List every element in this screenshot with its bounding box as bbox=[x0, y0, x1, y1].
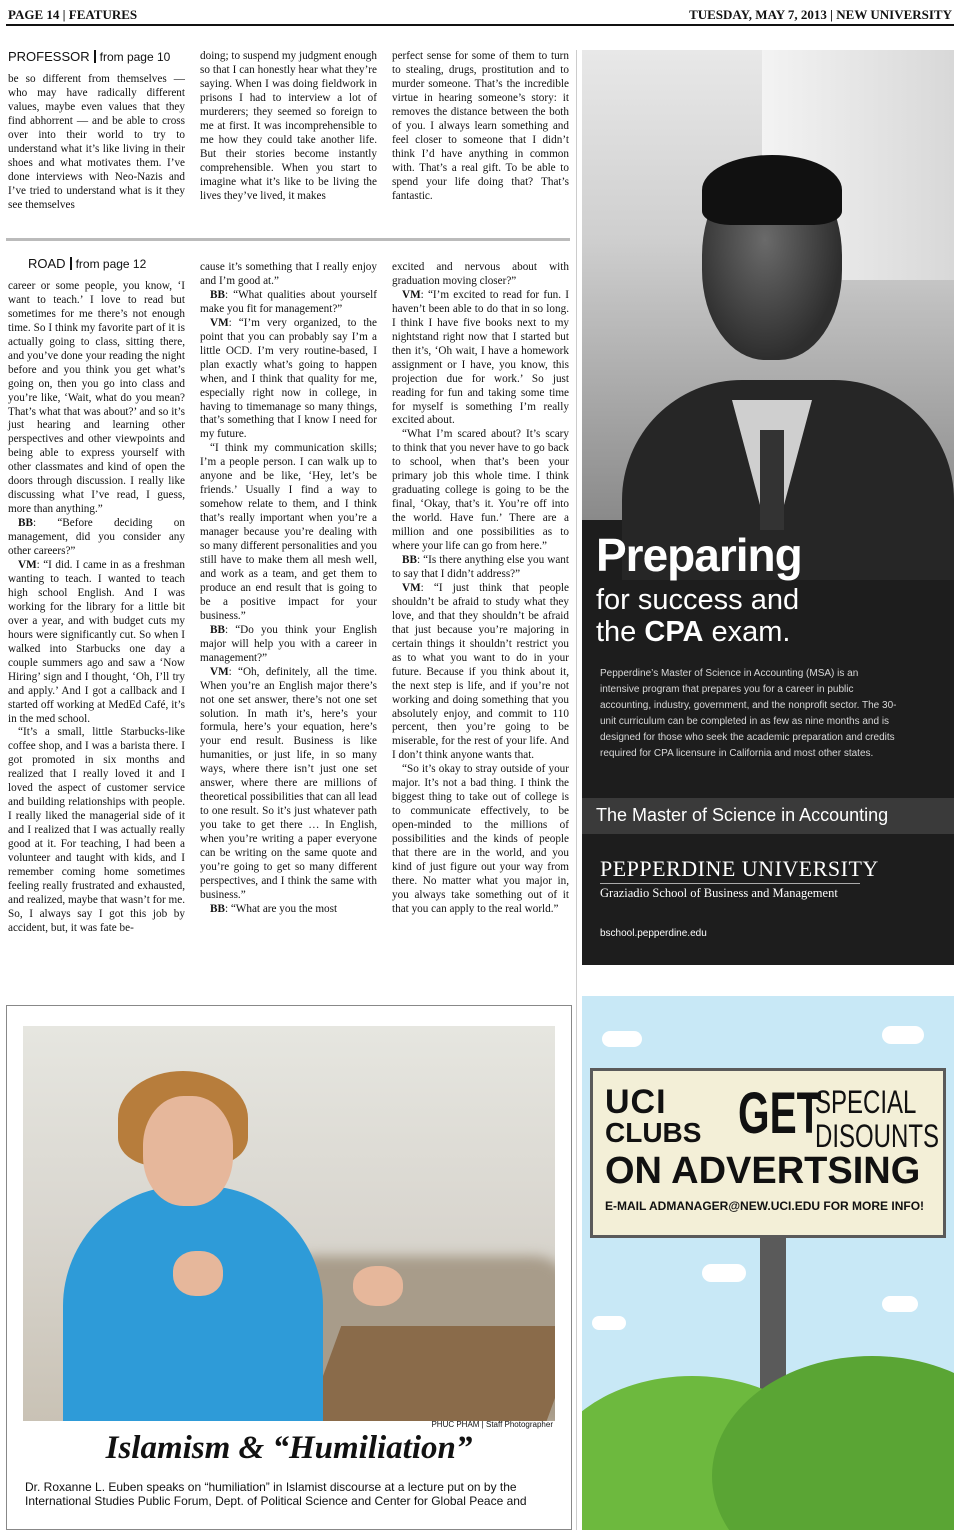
paragraph-text: career or some people, you know, ‘I want to teach.’ I love to read but sometimes for me there’s not enough time. So I think my favorite part of it is actually going to class, sitting there, and you’ve done your reading the night before and you think you get what’s going on, then you go into class and you’re like, ‘Wait, what do you mean? That’s what that was about?’ and so it’s just hearing and learning other perspectives and other viewpoints and being able to express yourself with other classmates and kind of open the doors through discussion. I really like discussing what I’ve read, I guess, more than anything.” bbox=[8, 279, 185, 516]
paragraph-text: : “I’m very organized, to the point that you can probably say I’m a little OCD. I’m very routine-based, I plan exactly what’s going to happen when, and I think that quality for me, especially right now in college, in having to timemanage so many things, that’s something that I know I need for my future. bbox=[200, 316, 377, 441]
cloud-icon bbox=[882, 1026, 924, 1044]
speaker-initials: VM bbox=[210, 316, 229, 329]
interview-paragraph bbox=[392, 554, 569, 582]
jump-from: from page 12 bbox=[75, 257, 147, 271]
interview-paragraph bbox=[200, 666, 377, 903]
paragraph-text: excited and nervous about with graduation moving closer?” bbox=[392, 261, 569, 287]
interview-paragraph bbox=[200, 317, 377, 443]
jump-title: PROFESSOR bbox=[8, 49, 90, 64]
interview-paragraph bbox=[392, 261, 569, 289]
ad-get-text: GET bbox=[738, 1081, 822, 1146]
ad-description: Pepperdine’s Master of Science in Accounting (MSA) is an intensive program that prepares you for a career in public accounting, industry, government, and the nonprofit sector. The 30-unit curriculum can be completed in as few as nine months and is designed for those who seek the academic preparation and credits required for CPA licensure in California and most other states. bbox=[600, 668, 897, 759]
photo-story bbox=[6, 1005, 572, 1530]
speaker-initials: VM bbox=[402, 288, 421, 301]
interview-paragraph bbox=[8, 517, 185, 559]
ad-divider bbox=[600, 883, 860, 884]
ad-school-name: Graziadio School of Business and Management bbox=[600, 886, 838, 900]
cloud-icon bbox=[592, 1316, 626, 1330]
paragraph-text: : “I’m excited to read for fun. I haven’t been able to do that in so long. I think I have five books next to my nightstand right now that I started but then it’s, ‘Oh wait, I have a homework assignment or I have, you know, this projection due for work.’ So just reading for fun and taking some time for myself is something I’m really excited about. bbox=[392, 288, 569, 427]
paragraph-text: : “What qualities about yourself make you fit for management?” bbox=[200, 288, 377, 315]
page-header bbox=[6, 4, 954, 24]
cloud-icon bbox=[882, 1296, 918, 1312]
road-column-2 bbox=[200, 261, 377, 917]
pepperdine-ad[interactable] bbox=[582, 50, 954, 965]
cloud-icon bbox=[702, 1264, 746, 1282]
paragraph-text: : “I did. I came in as a freshman wanting to teach. I wanted to teach high school English. And I was working for the library for a little bit over a year, and with budget cuts my hours were significantly cut. So when I walked into Starbucks one day a couple summers ago and saw a ‘Now Hiring’ sign and I thought, ‘Oh, I’ll try and apply.’ And I got a callback and I started off working at MedEd Café, it’s in the med school. bbox=[8, 559, 185, 725]
photo-caption: Dr. Roxanne L. Euben speaks on “humiliation” in Islamist discourse at a lecture put on by the International Studies Public Forum, Dept. of Political Science and Center for Global Peace and bbox=[25, 1480, 527, 1508]
ad-subheadline-line2 bbox=[596, 616, 799, 648]
interview-paragraph bbox=[200, 289, 377, 317]
ad-university-name: PEPPERDINE UNIVERSITY bbox=[600, 856, 879, 881]
story-headline: Islamism & “Humiliation” bbox=[105, 1430, 473, 1466]
header-rule bbox=[6, 24, 954, 26]
paragraph-text: cause it’s something that I really enjoy and I’m good at.” bbox=[200, 261, 377, 287]
ad-special-text bbox=[815, 1085, 939, 1153]
paragraph-text: “What I’m scared about? It’s scary to think that you never have to go back to school, when that’s been your primary job this whole time. I think graduating college is going to be the final, ‘Okay, that’s it. You’re off into the world. Have fun.’ There are a million and one possibilities as to where your life can go from here.” bbox=[392, 428, 569, 553]
issue-date-label: TUESDAY, MAY 7, 2013 | NEW UNIVERSITY bbox=[689, 7, 952, 22]
cloud-icon bbox=[602, 1031, 642, 1047]
ad-special-line: SPECIAL bbox=[815, 1084, 917, 1120]
speaker-initials: BB bbox=[18, 517, 33, 530]
interview-paragraph bbox=[392, 428, 569, 554]
section-divider bbox=[6, 238, 570, 241]
speaker-initials: VM bbox=[210, 665, 229, 678]
interview-paragraph bbox=[8, 280, 185, 517]
column-rule bbox=[576, 50, 577, 1530]
article-paragraph: be so different from themselves — who may have radically different values, maybe even values that they find abhorrent — and be able to cross over into their world to try to understand what it’s like living in their shoes and what motivates them. I’ve done interviews with Neo-Nazis and I’ve tried to understand what is it they see themselves bbox=[8, 72, 185, 211]
ad-uci-text: UCI bbox=[605, 1083, 667, 1121]
road-column-3 bbox=[392, 261, 569, 917]
jump-from: from page 10 bbox=[99, 50, 171, 64]
paragraph-text: “It’s a small, little Starbucks-like coffee shop, and I was a barista there. I got promoted in six months and realized that I really loved it and I loved the aspect of customer service and building relationships with people. I really liked the managerial side of it and I realized that I was actually really good at it. For teaching, I had been a volunteer and taught with kids, and I remember coming home sometimes feeling really frustrated and exhausted, and realized, maybe that wasn’t for me. So, I always say I got this job by accident, but, it was fate be- bbox=[8, 726, 185, 934]
paragraph-text: : “I just think that people shouldn’t be afraid to study what they love, and that they shouldn’t be afraid that just because you’re majoring in certain things it shouldn’t restrict you as to what you want to do in your future. Because if you think about it, the next step is life, and if you’re not working and doing something that you absolutely enjoy, and commit to 110 percent, then you’re going to be miserable, for the rest of your life. And I don’t think anyone wants that. bbox=[392, 581, 569, 762]
ad-email-link[interactable]: E-MAIL ADMANAGER@NEW.UCI.EDU FOR MORE INFO! bbox=[605, 1199, 925, 1213]
ad-advertising-text: ON ADVERTSING bbox=[605, 1150, 921, 1192]
ad-subheadline-line1: for success and bbox=[596, 584, 800, 616]
speaker-initials: VM bbox=[402, 581, 421, 594]
photo-credit: PHUC PHAM | Staff Photographer bbox=[431, 1420, 553, 1429]
paragraph-text: : “Do you think your English major will help you with a career in management?” bbox=[200, 623, 377, 664]
billboard bbox=[590, 1068, 946, 1238]
speaker-initials: BB bbox=[210, 623, 225, 636]
speaker-initials: VM bbox=[18, 559, 37, 572]
interview-paragraph bbox=[8, 726, 185, 935]
interview-paragraph bbox=[200, 261, 377, 289]
road-jump-label bbox=[8, 257, 185, 272]
ad-url-link[interactable]: bschool.pepperdine.edu bbox=[600, 928, 707, 939]
speaker-initials: BB bbox=[210, 288, 225, 301]
ad-clubs-text: CLUBS bbox=[605, 1117, 702, 1148]
paragraph-text: : “Before deciding on management, did you consider any other careers?” bbox=[8, 517, 185, 558]
interview-paragraph bbox=[8, 559, 185, 726]
paragraph-text: “I think my communication skills; I’m a people person. I can walk up to anyone and be like, ‘Hey, let’s be friends.’ Usually I find a way to somehow relate to them, and I think that’s really important when you’re a manager because you’re dealing with so many different personalities and you still have to make them all mesh well, and work as a team, and get them to produce an end result that is going to be a positive impact for your business.” bbox=[200, 442, 377, 622]
professor-column-1 bbox=[8, 50, 185, 212]
professor-column-3 bbox=[392, 50, 569, 203]
lecture-photo bbox=[23, 1026, 555, 1421]
paragraph-text: : “Oh, definitely, all the time. When you’re an English major there’s not one set answer, there’s not one set solution. In math it’s, here’s your formula, here’s your equation, here’s your end result. Business is like humanities, or just life, in so many ways, where there isn’t just one set answer, where there are millions of theoretical possibilities that can all lead to one result. So it’s just whatever path you take to get there … In English, when you’re writing a paper everyone can be writing on the same quote and you’re going to get so many different perspectives, and I think the same with business.” bbox=[200, 665, 377, 901]
speaker-initials: BB bbox=[210, 902, 225, 915]
ad-discounts-line: DISOUNTS bbox=[815, 1118, 940, 1154]
interview-paragraph bbox=[392, 289, 569, 429]
ad-sub-post: exam. bbox=[703, 616, 791, 648]
professor-jump-label bbox=[8, 50, 185, 65]
page-section-label: PAGE 14 | FEATURES bbox=[8, 7, 138, 22]
interview-paragraph bbox=[200, 903, 377, 917]
uci-clubs-ad[interactable] bbox=[582, 996, 954, 1530]
paragraph-text: : “Is there anything else you want to say that I didn’t address?” bbox=[392, 554, 569, 580]
professor-column-2 bbox=[200, 50, 377, 203]
jump-title: ROAD bbox=[28, 256, 66, 271]
paragraph-text: : “What are you the most bbox=[224, 902, 338, 915]
interview-paragraph bbox=[392, 582, 569, 763]
interview-paragraph bbox=[200, 442, 377, 623]
article-paragraph: doing; to suspend my judgment enough so that I can honestly hear what they’re saying. When I was doing fieldwork in prisons I had to interview a lot of murderers; they seemed so foreign to me at first. It was incomprehensible to me how they could take another life. But their stories become instantly comprehensible. When you start to imagine what it’s like to be living the lives they’ve lived, it makes bbox=[200, 50, 377, 202]
ad-portrait-photo bbox=[582, 50, 954, 520]
road-column-1 bbox=[8, 257, 185, 936]
hill-shape bbox=[712, 1356, 954, 1530]
ad-subheadline bbox=[596, 584, 799, 648]
ad-program-band: The Master of Science in Accounting bbox=[582, 798, 954, 834]
paragraph-text: “So it’s okay to stray outside of your major. It’s not a bad thing. I think the biggest thing to take out of college is to communicate effectively, to be open-minded to the millions of possibilities and the kinds of people that there are in the world, and you kind of just figure out your way from there. No matter what you major in, you always take something out of it that you can apply to the real world.” bbox=[392, 763, 569, 915]
interview-paragraph bbox=[200, 624, 377, 666]
ad-headline: Preparing bbox=[596, 529, 802, 581]
article-paragraph: perfect sense for some of them to turn to stealing, drugs, prostitution and to murder someone. That’s the incredible virtue in hearing someone’s story: it removes the distance between the both of you. I always learn something and feel closer to someone that I didn’t think I’d have anything in common with. That’s a real gift. To be able to spend your life doing that? That’s fantastic. bbox=[392, 50, 569, 202]
speaker-initials: BB bbox=[402, 554, 417, 567]
ad-sub-bold: CPA bbox=[644, 616, 704, 648]
ad-sub-pre: the bbox=[596, 616, 645, 648]
interview-paragraph bbox=[392, 763, 569, 916]
